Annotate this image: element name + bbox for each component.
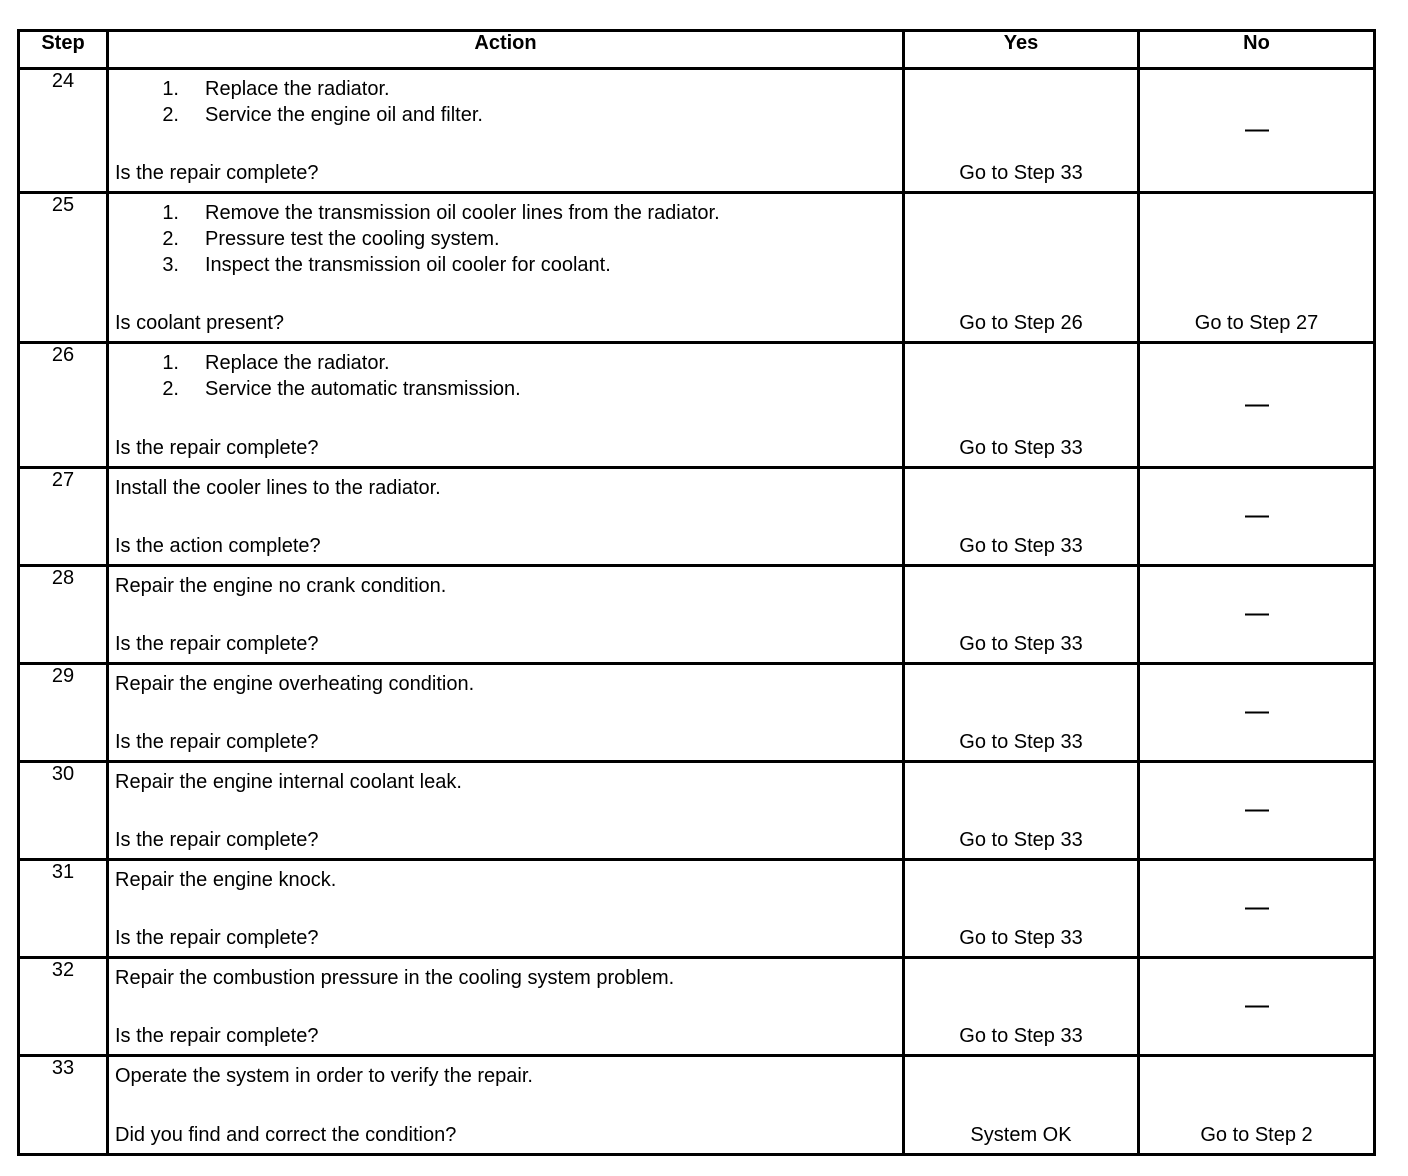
yes-result: Go to Step 33 xyxy=(959,535,1083,557)
step-number: 31 xyxy=(19,860,108,958)
no-result-dash xyxy=(1140,799,1373,822)
table-body xyxy=(19,69,1375,1155)
table-row xyxy=(19,193,1375,343)
step-number: 25 xyxy=(19,193,108,343)
action-cell xyxy=(108,762,904,860)
no-cell xyxy=(1139,193,1375,343)
yes-cell xyxy=(904,566,1139,664)
action-step-item xyxy=(109,252,902,278)
step-number: 30 xyxy=(19,762,108,860)
yes-cell xyxy=(904,468,1139,566)
no-result-dash xyxy=(1140,603,1373,626)
no-cell xyxy=(1139,343,1375,468)
no-cell xyxy=(1139,566,1375,664)
step-index: 2. xyxy=(162,378,179,400)
no-result-dash xyxy=(1140,505,1373,528)
step-number: 27 xyxy=(19,468,108,566)
no-cell xyxy=(1139,468,1375,566)
table-row xyxy=(19,860,1375,958)
action-cell xyxy=(108,1056,904,1155)
no-result-dash xyxy=(1140,897,1373,920)
action-text: Repair the engine internal coolant leak. xyxy=(115,771,462,793)
action-text: Operate the system in order to verify the repair. xyxy=(115,1065,533,1087)
header-yes: Yes xyxy=(904,31,1139,69)
action-question: Is the repair complete? xyxy=(115,927,319,949)
action-step-item xyxy=(109,200,902,226)
no-result: Go to Step 27 xyxy=(1194,312,1319,334)
no-cell xyxy=(1139,69,1375,193)
no-result-dash xyxy=(1140,701,1373,724)
step-text: Inspect the transmission oil cooler for coolant. xyxy=(205,254,611,276)
yes-result: Go to Step 33 xyxy=(959,1025,1083,1047)
step-index: 1. xyxy=(162,78,179,100)
yes-result: Go to Step 33 xyxy=(959,162,1083,184)
action-text: Repair the combustion pressure in the cooling system problem. xyxy=(115,967,675,989)
dash-mark xyxy=(1245,1006,1269,1008)
step-number: 24 xyxy=(19,69,108,193)
step-index: 2. xyxy=(162,228,179,250)
no-cell xyxy=(1139,860,1375,958)
step-number: 33 xyxy=(19,1056,108,1155)
yes-result: Go to Step 33 xyxy=(959,829,1083,851)
step-number: 29 xyxy=(19,664,108,762)
no-result-dash xyxy=(1140,394,1373,417)
no-result: Go to Step 2 xyxy=(1200,1124,1313,1146)
yes-cell xyxy=(904,193,1139,343)
yes-result: Go to Step 33 xyxy=(959,633,1083,655)
no-result-dash xyxy=(1140,119,1373,142)
action-text: Repair the engine knock. xyxy=(115,869,337,891)
step-text: Replace the radiator. xyxy=(205,78,390,100)
table-row xyxy=(19,762,1375,860)
action-cell xyxy=(108,468,904,566)
header-row xyxy=(19,31,1375,69)
action-step-item xyxy=(109,76,902,102)
dash-mark xyxy=(1245,712,1269,714)
dash-mark xyxy=(1245,908,1269,910)
action-cell xyxy=(108,860,904,958)
action-steps xyxy=(109,194,902,278)
action-question: Is the repair complete? xyxy=(115,829,319,851)
action-text: Repair the engine no crank condition. xyxy=(115,575,447,597)
yes-cell xyxy=(904,1056,1139,1155)
action-cell xyxy=(108,69,904,193)
action-cell xyxy=(108,958,904,1056)
action-step-item xyxy=(109,350,902,376)
step-text: Pressure test the cooling system. xyxy=(205,228,500,250)
table-row xyxy=(19,1056,1375,1155)
dash-mark xyxy=(1245,130,1269,132)
no-result-dash xyxy=(1140,995,1373,1018)
yes-result: Go to Step 33 xyxy=(959,927,1083,949)
dash-mark xyxy=(1245,810,1269,812)
table-row xyxy=(19,468,1375,566)
no-cell xyxy=(1139,664,1375,762)
yes-result: System OK xyxy=(970,1124,1072,1146)
step-text: Service the automatic transmission. xyxy=(205,378,521,400)
table-row xyxy=(19,343,1375,468)
yes-cell xyxy=(904,343,1139,468)
step-index: 2. xyxy=(162,104,179,126)
action-step-item xyxy=(109,226,902,252)
yes-result: Go to Step 26 xyxy=(959,312,1083,334)
yes-cell xyxy=(904,762,1139,860)
dash-mark xyxy=(1245,516,1269,518)
yes-result: Go to Step 33 xyxy=(959,437,1083,459)
procedure-table xyxy=(17,29,1376,1156)
action-question: Is the repair complete? xyxy=(115,1025,319,1047)
table-row xyxy=(19,566,1375,664)
dash-mark xyxy=(1245,614,1269,616)
yes-cell xyxy=(904,860,1139,958)
action-step-item xyxy=(109,376,902,402)
action-cell xyxy=(108,343,904,468)
no-cell xyxy=(1139,1056,1375,1155)
action-question: Did you find and correct the condition? xyxy=(115,1124,457,1146)
step-number: 32 xyxy=(19,958,108,1056)
action-cell xyxy=(108,566,904,664)
header-step: Step xyxy=(19,31,108,69)
yes-cell xyxy=(904,69,1139,193)
header-action: Action xyxy=(108,31,904,69)
action-question: Is coolant present? xyxy=(115,312,284,334)
action-steps xyxy=(109,344,902,402)
action-cell xyxy=(108,193,904,343)
table-row xyxy=(19,69,1375,193)
action-question: Is the action complete? xyxy=(115,535,321,557)
step-text: Remove the transmission oil cooler lines from the radiator. xyxy=(205,202,720,224)
no-cell xyxy=(1139,958,1375,1056)
action-question: Is the repair complete? xyxy=(115,731,319,753)
action-step-item xyxy=(109,102,902,128)
step-text: Service the engine oil and filter. xyxy=(205,104,483,126)
step-index: 1. xyxy=(162,202,179,224)
action-question: Is the repair complete? xyxy=(115,633,319,655)
table-row xyxy=(19,958,1375,1056)
step-index: 1. xyxy=(162,352,179,374)
no-cell xyxy=(1139,762,1375,860)
dash-mark xyxy=(1245,404,1269,406)
action-question: Is the repair complete? xyxy=(115,437,319,459)
yes-result: Go to Step 33 xyxy=(959,731,1083,753)
action-steps xyxy=(109,70,902,128)
action-cell xyxy=(108,664,904,762)
yes-cell xyxy=(904,664,1139,762)
action-question: Is the repair complete? xyxy=(115,162,319,184)
step-number: 26 xyxy=(19,343,108,468)
action-text: Repair the engine overheating condition. xyxy=(115,673,475,695)
step-index: 3. xyxy=(162,254,179,276)
step-number: 28 xyxy=(19,566,108,664)
header-no: No xyxy=(1139,31,1375,69)
yes-cell xyxy=(904,958,1139,1056)
table-row xyxy=(19,664,1375,762)
step-text: Replace the radiator. xyxy=(205,352,390,374)
action-text: Install the cooler lines to the radiator. xyxy=(115,477,441,499)
